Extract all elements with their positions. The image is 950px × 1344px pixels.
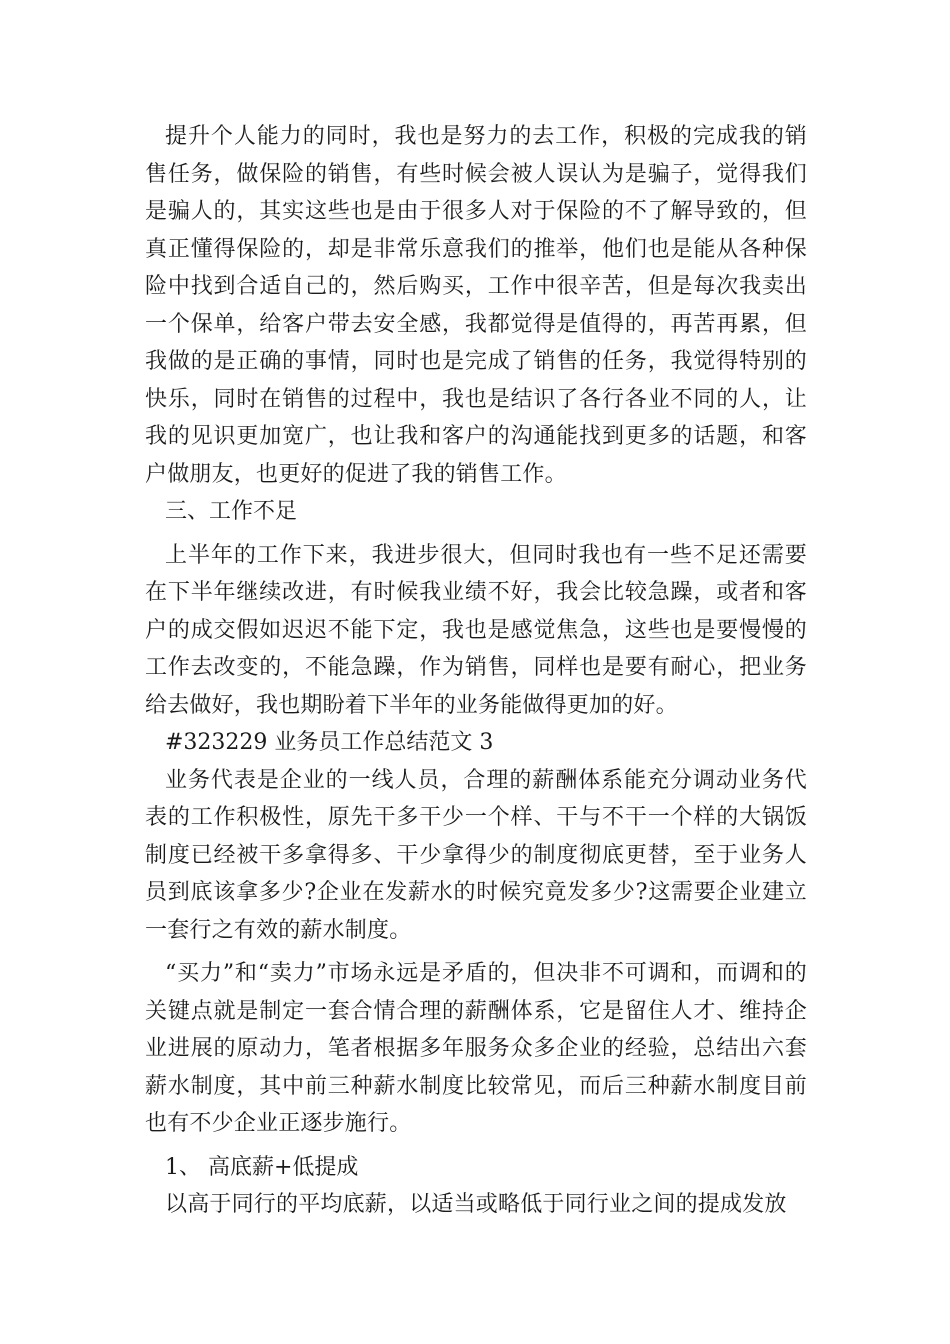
- heading-shortcomings: 三、工作不足: [165, 499, 298, 524]
- heading-high-base-low-commission: 1、 高底薪+低提成: [165, 1154, 359, 1180]
- paragraph-sales-effort: 提升个人能力的同时，我也是努力的去工作，积极的完成我的销售任务，做保险的销售，有些时候会被人误认为是骗子，觉得我们是骗人的，其实这些也是由于很多人对于保险的不了解导致的，但真正懂得保险的，却是非常乐意我们的推举，他们也是能从各种保险中找到合适自己的，然后购买，工作中很辛苦，但是每次我卖出一个保单，给客户带去安全感，我都觉得是值得的，再苦再累，但我做的是正确的事情，同时也是完成了销售的任务，我觉得特别的快乐，同时在销售的过程中，我也是结识了各行各业不同的人，让我的见识更加宽广，也让我和客户的沟通能找到更多的话题，和客户做朋友，也更好的促进了我的销售工作。: [145, 124, 807, 487]
- paragraph-buying-selling-power: “买力”和“卖力”市场永远是矛盾的，但决非不可调和，而调和的关键点就是制定一套合情合理的薪酬体系，它是留住人才、维持企业进展的原动力，笔者根据多年服务众多企业的经验，总结出六套薪水制度，其中前三种薪水制度比较常见，而后三种薪水制度目前也有不少企业正逐步施行。: [145, 961, 807, 1136]
- paragraph-sales-rep-pay: 业务代表是企业的一线人员，合理的薪酬体系能充分调动业务代表的工作积极性，原先干多干少一个样、干与不干一个样的大锅饭制度已经被干多拿得多、干少拿得少的制度彻底更替，至于业务人员到底该拿多少?企业在发薪水的时候究竟发多少?这需要企业建立一套行之有效的薪水制度。: [145, 767, 807, 943]
- document-page: [145, 118, 807, 1224]
- paragraph-shortcomings: 上半年的工作下来，我进步很大，但同时我也有一些不足还需要在下半年继续改进，有时候我业绩不好，我会比较急躁，或者和客户的成交假如迟迟不能下定，我也是感觉焦急，这些也是要慢慢的工作去改变的，不能急躁，作为销售，同样也是要有耐心，把业务给去做好，我也期盼着下半年的业务能做得更加的好。: [145, 542, 807, 718]
- heading-summary-3: #323229 业务员工作总结范文 3: [165, 730, 494, 755]
- paragraph-high-base-detail: 以高于同行的平均底薪，以适当或略低于同行业之间的提成发放: [165, 1192, 787, 1217]
